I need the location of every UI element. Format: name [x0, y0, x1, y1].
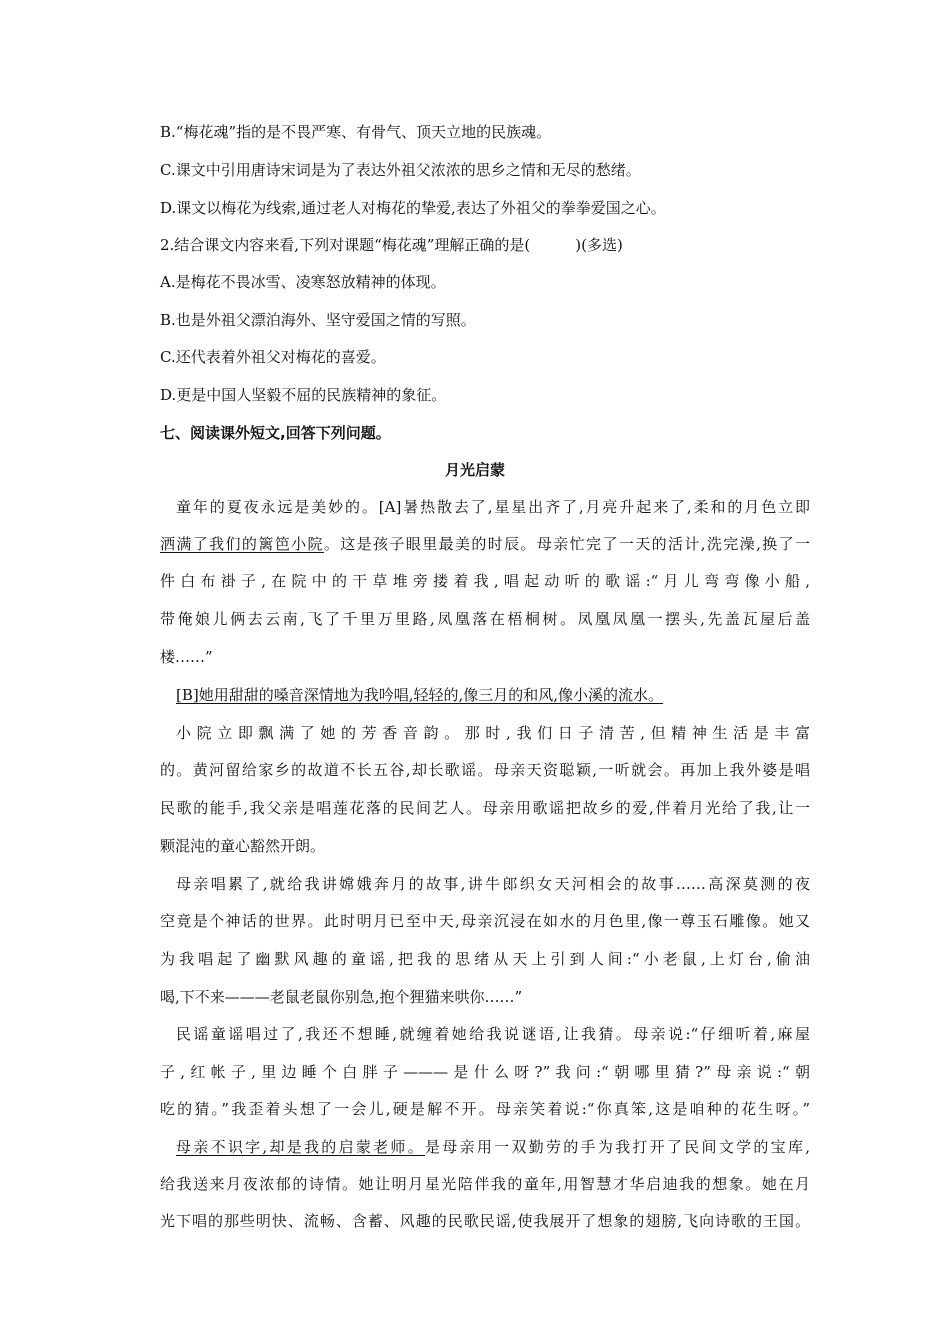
q2-option-d: D.更是中国人坚毅不屈的民族精神的象征。 [160, 386, 447, 404]
p1-line5: 楼……” [160, 648, 213, 666]
p6-line2: 给我送来月夜浓郁的诗情。她让明月星光陪伴我的童年,用智慧才华启迪我的想象。她在月 [160, 1175, 810, 1193]
p1-line3: 件白布褂子,在院中的干草堆旁搂着我,唱起动听的歌谣:“月儿弯弯像小船, [160, 572, 810, 590]
p6-line1: 母亲不识字,却是我的启蒙老师。是母亲用一双勤劳的手为我打开了民间文学的宝库, [176, 1138, 810, 1156]
passage-title: 月光启蒙 [444, 461, 505, 479]
p5-line2: 子,红帐子,里边睡个白胖子———是什么呀?”我问:“朝哪里猜?”母亲说:“朝 [160, 1063, 810, 1081]
p5-line1: 民谣童谣唱过了,我还不想睡,就缠着她给我说谜语,让我猜。母亲说:“仔细听着,麻屋 [176, 1025, 810, 1043]
p1-line1: 童年的夏夜永远是美妙的。[A]暑热散去了,星星出齐了,月亮升起来了,柔和的月色立即 [176, 498, 810, 516]
q2-option-b: B.也是外祖父漂泊海外、坚守爱国之情的写照。 [160, 311, 476, 329]
q2-option-a: A.是梅花不畏冰雪、凌寒怒放精神的体现。 [160, 273, 446, 291]
p6-line3: 光下唱的那些明快、流畅、含蓄、风趣的民歌民谣,使我展开了想象的翅膀,飞向诗歌的王国。 [160, 1212, 810, 1230]
q2-option-c: C.还代表着外祖父对梅花的喜爱。 [160, 348, 386, 366]
p3-line3: 民歌的能手,我父亲是唱莲花落的民间艺人。母亲用歌谣把故乡的爱,伴着月光给了我,让一 [160, 799, 810, 817]
section-heading: 七、阅读课外短文,回答下列问题。 [160, 424, 391, 442]
p1-line4: 带俺娘儿俩去云南,飞了千里万里路,凤凰落在梧桐树。凤凰凤凰一摆头,先盖瓦屋后盖 [160, 610, 810, 628]
p4-line3: 为我唱起了幽默风趣的童谣,把我的思绪从天上引到人间:“小老鼠,上灯台,偷油 [160, 950, 810, 968]
p4-line1: 母亲唱累了,就给我讲嫦娥奔月的故事,讲牛郎织女天河相会的故事……高深莫测的夜 [176, 875, 810, 893]
p5-line3: 吃的猜。”我歪着头想了一会儿,硬是解不开。母亲笑着说:“你真笨,这是咱种的花生呀。” [160, 1100, 810, 1118]
q2-stem: 2.结合课文内容来看,下列对课题“梅花魂”理解正确的是( )(多选) [160, 236, 623, 254]
q1-option-b: B.“梅花魂”指的是不畏严寒、有骨气、顶天立地的民族魂。 [160, 123, 552, 141]
p4-line2: 空竟是个神话的世界。此时明月已至中天,母亲沉浸在如水的月色里,像一尊玉石雕像。她又 [160, 912, 810, 930]
underlined-sentence: 母亲不识字,却是我的启蒙老师。 [176, 1138, 426, 1156]
p4-line4: 喝,下不来———老鼠老鼠你别急,抱个狸猫来哄你……” [160, 988, 523, 1006]
p3-line4: 颗混沌的童心豁然开朗。 [160, 837, 326, 855]
p3-line2: 的。黄河留给家乡的故道不长五谷,却长歌谣。母亲天资聪颖,一听就会。再加上我外婆是唱 [160, 761, 810, 779]
p1-line2: 洒满了我们的篱笆小院。这是孩子眼里最美的时辰。母亲忙完了一天的活计,洗完澡,换了一 [160, 535, 810, 553]
q1-option-c: C.课文中引用唐诗宋词是为了表达外祖父浓浓的思乡之情和无尽的愁绪。 [160, 161, 641, 179]
underlined-phrase: 洒满了我们的篱笆小院 [160, 535, 324, 553]
p2-underlined-sentence: [B]她用甜甜的嗓音深情地为我吟唱,轻轻的,像三月的和风,像小溪的流水。 [176, 686, 664, 704]
p3-line1: 小院立即飘满了她的芳香音韵。那时,我们日子清苦,但精神生活是丰富 [176, 724, 810, 742]
q1-option-d: D.课文以梅花为线索,通过老人对梅花的挚爱,表达了外祖父的拳拳爱国之心。 [160, 199, 666, 217]
